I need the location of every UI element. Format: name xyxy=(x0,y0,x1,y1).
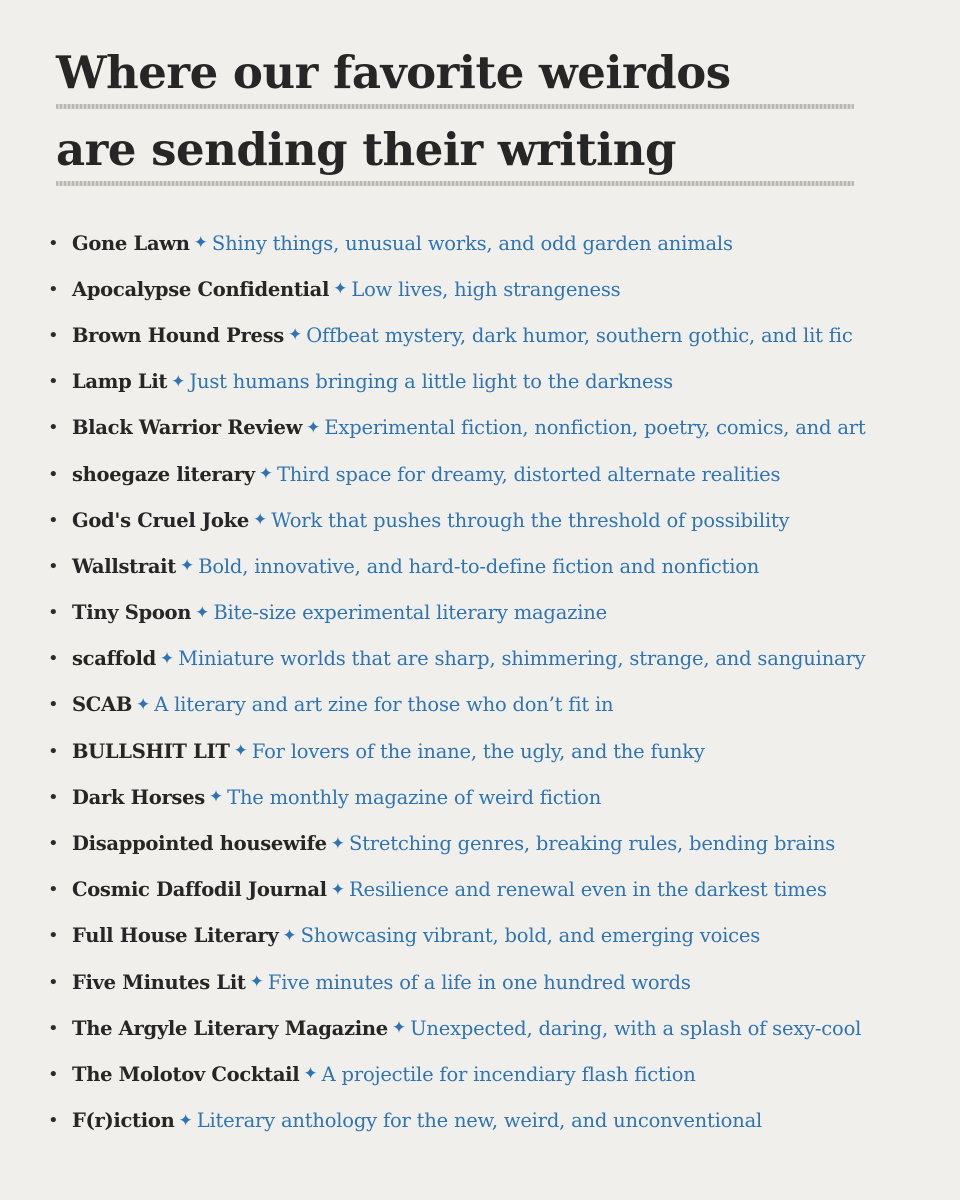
bullet-icon: • xyxy=(48,1017,59,1039)
magazine-description: A literary and art zine for those who don’t fit in xyxy=(154,693,614,717)
magazine-name: God's Cruel Joke xyxy=(72,508,249,532)
magazine-description: Low lives, high strangeness xyxy=(351,277,621,301)
magazine-name: F(r)iction xyxy=(72,1109,175,1133)
magazine-name: shoegaze literary xyxy=(72,462,255,486)
list-item xyxy=(48,451,948,497)
sparkle-icon: ✦ xyxy=(330,879,346,900)
magazine-description: For lovers of the inane, the ugly, and the funky xyxy=(251,739,705,763)
list-item xyxy=(48,867,948,913)
title-underline-2 xyxy=(56,181,854,186)
magazine-description: Work that pushes through the threshold of possibility xyxy=(271,508,790,532)
sparkle-icon: ✦ xyxy=(333,279,348,300)
list-item xyxy=(48,913,948,959)
sparkle-icon: ✦ xyxy=(391,1018,407,1039)
magazine-description: Literary anthology for the new, weird, and unconventional xyxy=(196,1109,763,1133)
bullet-icon: • xyxy=(48,371,59,393)
magazine-name: Dark Horses xyxy=(72,785,205,809)
list-item xyxy=(48,636,948,682)
magazine-name: Wallstrait xyxy=(72,554,176,578)
sparkle-icon: ✦ xyxy=(303,1064,318,1085)
sparkle-icon: ✦ xyxy=(233,741,248,762)
bullet-icon: • xyxy=(48,509,59,531)
magazine-description: Bold, innovative, and hard-to-define fiction and nonfiction xyxy=(198,554,760,578)
list-item xyxy=(48,1051,948,1097)
list-item xyxy=(48,543,948,589)
magazine-name: scaffold xyxy=(72,647,156,671)
sparkle-icon: ✦ xyxy=(282,925,297,946)
title-underline-1 xyxy=(56,104,854,109)
magazine-description: Resilience and renewal even in the darkest times xyxy=(349,878,827,902)
list-item xyxy=(48,497,948,543)
magazine-name: SCAB xyxy=(72,693,133,717)
magazine-description: The monthly magazine of weird fiction xyxy=(227,785,602,809)
magazine-name: Brown Hound Press xyxy=(72,323,284,347)
bullet-icon: • xyxy=(48,417,59,439)
list-item xyxy=(48,590,948,636)
bullet-icon: • xyxy=(48,971,59,993)
magazine-name: Five Minutes Lit xyxy=(72,970,246,994)
sparkle-icon: ✦ xyxy=(252,510,268,531)
magazine-name: Apocalypse Confidential xyxy=(72,277,330,301)
sparkle-icon: ✦ xyxy=(195,602,210,623)
list-item xyxy=(48,728,948,774)
sparkle-icon: ✦ xyxy=(193,233,208,254)
magazine-name: Black Warrior Review xyxy=(72,416,303,440)
magazine-name: The Molotov Cocktail xyxy=(72,1062,300,1086)
title-block xyxy=(56,42,856,186)
list-item xyxy=(48,1098,948,1144)
sparkle-icon: ✦ xyxy=(171,371,186,392)
magazine-description: Third space for dreamy, distorted alternate realities xyxy=(277,462,781,486)
magazine-description: Bite-size experimental literary magazine xyxy=(213,601,607,625)
sparkle-icon: ✦ xyxy=(258,464,273,485)
bullet-icon: • xyxy=(48,833,59,855)
magazine-description: Five minutes of a life in one hundred words xyxy=(267,970,691,994)
list-item xyxy=(48,266,948,312)
list-item xyxy=(48,312,948,358)
list-item xyxy=(48,820,948,866)
bullet-icon: • xyxy=(48,463,59,485)
bullet-icon: • xyxy=(48,648,59,670)
bullet-icon: • xyxy=(48,879,59,901)
magazine-name: Lamp Lit xyxy=(72,370,168,394)
sparkle-icon: ✦ xyxy=(136,694,151,715)
list-item xyxy=(48,774,948,820)
magazine-description: Stretching genres, breaking rules, bending brains xyxy=(349,832,836,856)
magazine-name: Gone Lawn xyxy=(72,231,190,255)
bullet-icon: • xyxy=(48,602,59,624)
sparkle-icon: ✦ xyxy=(306,417,321,438)
bullet-icon: • xyxy=(48,694,59,716)
bullet-icon: • xyxy=(48,324,59,346)
sparkle-icon: ✦ xyxy=(179,556,195,577)
bullet-icon: • xyxy=(48,1110,59,1132)
magazine-description: A projectile for incendiary flash fiction xyxy=(321,1062,696,1086)
page-title-line-2: are sending their writing xyxy=(56,123,676,176)
magazine-name: Full House Literary xyxy=(72,924,279,948)
magazine-name: The Argyle Literary Magazine xyxy=(72,1016,388,1040)
bullet-icon: • xyxy=(48,1063,59,1085)
bullet-icon: • xyxy=(48,232,59,254)
list-item xyxy=(48,1005,948,1051)
magazine-list xyxy=(48,220,948,1144)
list-item xyxy=(48,959,948,1005)
sparkle-icon: ✦ xyxy=(249,972,264,993)
magazine-name: Tiny Spoon xyxy=(72,601,192,625)
sparkle-icon: ✦ xyxy=(330,833,346,854)
magazine-name: Cosmic Daffodil Journal xyxy=(72,878,327,902)
magazine-description: Miniature worlds that are sharp, shimmering, strange, and sanguinary xyxy=(178,647,866,671)
bullet-icon: • xyxy=(48,740,59,762)
sparkle-icon: ✦ xyxy=(178,1110,193,1131)
page-title-line-1: Where our favorite weirdos xyxy=(56,46,731,99)
bullet-icon: • xyxy=(48,786,59,808)
magazine-name: Disappointed housewife xyxy=(72,832,327,856)
magazine-description: Offbeat mystery, dark humor, southern gothic, and lit fic xyxy=(306,323,853,347)
magazine-description: Showcasing vibrant, bold, and emerging voices xyxy=(300,924,761,948)
list-item xyxy=(48,359,948,405)
bullet-icon: • xyxy=(48,278,59,300)
list-item xyxy=(48,220,948,266)
magazine-description: Experimental fiction, nonfiction, poetry, comics, and art xyxy=(324,416,866,440)
list-item xyxy=(48,405,948,451)
magazine-name: BULLSHIT LIT xyxy=(72,739,230,763)
bullet-icon: • xyxy=(48,555,59,577)
sparkle-icon: ✦ xyxy=(159,648,175,669)
sparkle-icon: ✦ xyxy=(287,325,303,346)
bullet-icon: • xyxy=(48,925,59,947)
sparkle-icon: ✦ xyxy=(208,787,224,808)
list-item xyxy=(48,682,948,728)
magazine-description: Shiny things, unusual works, and odd garden animals xyxy=(211,231,733,255)
magazine-description: Just humans bringing a little light to the darkness xyxy=(189,370,673,394)
magazine-description: Unexpected, daring, with a splash of sexy-cool xyxy=(410,1016,862,1040)
